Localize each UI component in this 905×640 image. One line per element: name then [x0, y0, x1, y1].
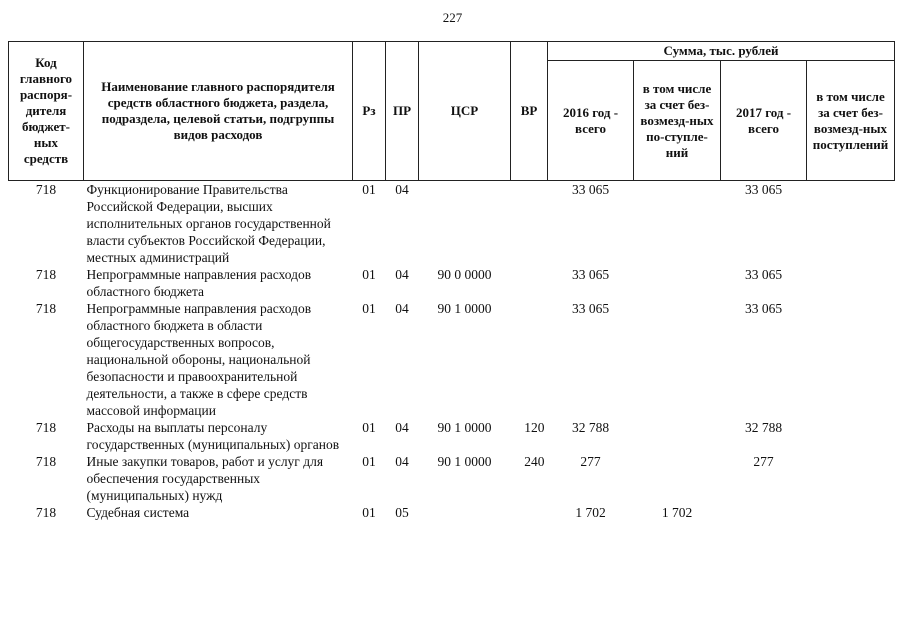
cell-name: Судебная система — [86, 505, 190, 520]
cell-name: Иные закупки товаров, работ и услуг для обеспечения государственных (муниципальных) нужд — [86, 454, 324, 503]
cell-2016-total: 1 702 — [575, 505, 606, 520]
table-row — [9, 453, 895, 504]
cell-2016-total: 277 — [580, 454, 601, 469]
cell-pr: 04 — [395, 267, 409, 282]
cell-vr — [511, 181, 548, 267]
cell-2016-free — [634, 300, 721, 419]
cell-2017-free — [807, 453, 895, 504]
cell-pr: 05 — [395, 505, 409, 520]
cell-name: Непрограммные направления расходов областного бюджета — [86, 267, 312, 299]
cell-rz: 01 — [362, 505, 376, 520]
cell-2016-total: 32 788 — [571, 420, 610, 435]
cell-pr: 04 — [395, 301, 409, 316]
cell-2016-free: 1 702 — [661, 505, 693, 520]
cell-name: Расходы на выплаты персоналу государственных (муниципальных) органов — [86, 420, 340, 452]
cell-name: Функционирование Правительства Российской Федерации, высших исполнительных органов государственной власти субъектов Российской Федерации, местных администраций — [86, 182, 331, 265]
cell-2017-total: 277 — [753, 454, 774, 469]
header-name: Наименование главного распорядителя средств областного бюджета, раздела, подраздела, целевой статьи, подгруппы видов расходов — [84, 42, 353, 181]
cell-2016-free — [634, 181, 721, 267]
header-code: Код главного распоря-дителя бюджет-ных средств — [9, 42, 84, 181]
cell-vr — [511, 300, 548, 419]
cell-2016-free — [634, 266, 721, 300]
header-2016-free: в том числе за счет без-возмезд-ных по-ступле-ний — [634, 61, 721, 181]
header-2017-total: 2017 год - всего — [721, 61, 807, 181]
cell-2017-total: 32 788 — [744, 420, 783, 435]
cell-rz: 01 — [362, 454, 376, 469]
cell-csr: 90 1 0000 — [437, 454, 492, 469]
cell-2017-total: 33 065 — [744, 182, 783, 197]
cell-2017-free — [807, 504, 895, 521]
cell-pr: 04 — [395, 420, 409, 435]
cell-vr — [511, 266, 548, 300]
cell-vr: 240 — [524, 454, 545, 469]
cell-csr: 90 0 0000 — [437, 267, 492, 282]
cell-2017-free — [807, 266, 895, 300]
cell-rz: 01 — [362, 301, 376, 316]
cell-vr — [511, 504, 548, 521]
cell-rz: 01 — [362, 182, 376, 197]
table-row — [9, 504, 895, 521]
cell-csr: 90 1 0000 — [437, 301, 492, 316]
cell-2016-total: 33 065 — [571, 182, 610, 197]
header-2016-total: 2016 год - всего — [548, 61, 634, 181]
cell-pr: 04 — [395, 454, 409, 469]
cell-2017-total — [721, 504, 807, 521]
cell-2017-free — [807, 181, 895, 267]
cell-2016-free — [634, 419, 721, 453]
cell-vr: 120 — [524, 420, 545, 435]
cell-2017-total: 33 065 — [744, 301, 783, 316]
cell-rz: 01 — [362, 420, 376, 435]
table-row — [9, 181, 895, 267]
cell-name: Непрограммные направления расходов областного бюджета в области общегосударственных вопросов, национальной обороны, национальной безопасности и правоохранительной деятельности, а также в сфере средств массовой информации — [86, 301, 312, 418]
header-pr: ПР — [386, 42, 419, 181]
cell-csr: 90 1 0000 — [437, 420, 492, 435]
header-vr: ВР — [511, 42, 548, 181]
cell-2016-free — [634, 453, 721, 504]
header-csr: ЦСР — [419, 42, 511, 181]
cell-csr — [419, 504, 511, 521]
cell-rz: 01 — [362, 267, 376, 282]
budget-table — [8, 41, 895, 521]
header-2017-free: в том числе за счет без-возмезд-ных поступлений — [807, 61, 895, 181]
table-row — [9, 419, 895, 453]
cell-2016-total: 33 065 — [571, 301, 610, 316]
cell-code: 718 — [35, 182, 57, 197]
cell-csr — [419, 181, 511, 267]
header-sum-group: Сумма, тыс. рублей — [548, 42, 895, 61]
cell-code: 718 — [35, 505, 57, 520]
table-row — [9, 300, 895, 419]
cell-code: 718 — [35, 454, 57, 469]
cell-code: 718 — [35, 301, 57, 316]
table-row — [9, 266, 895, 300]
cell-pr: 04 — [395, 182, 409, 197]
cell-2016-total: 33 065 — [571, 267, 610, 282]
cell-code: 718 — [35, 420, 57, 435]
cell-2017-free — [807, 300, 895, 419]
cell-code: 718 — [35, 267, 57, 282]
cell-2017-free — [807, 419, 895, 453]
page-number: 227 — [442, 10, 463, 25]
cell-2017-total: 33 065 — [744, 267, 783, 282]
header-rz: Рз — [353, 42, 386, 181]
